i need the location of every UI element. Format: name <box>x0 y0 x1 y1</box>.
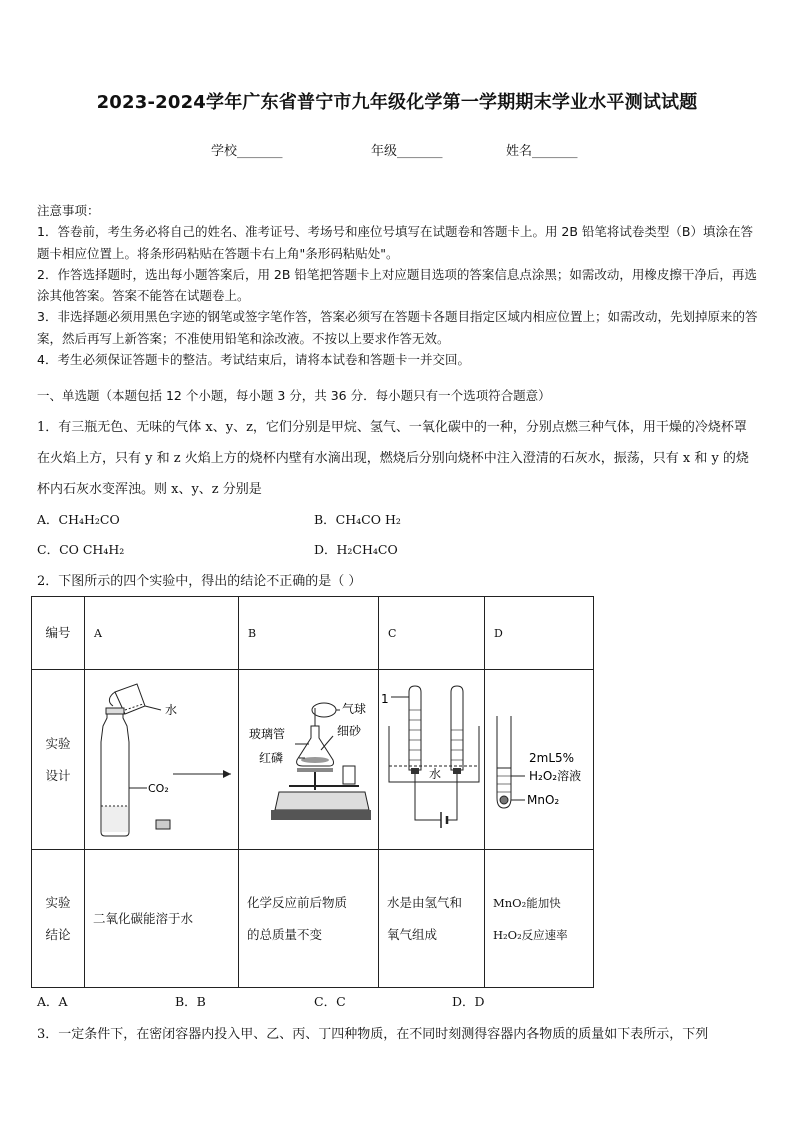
column-d-header: D <box>485 597 594 670</box>
notice-item: 4．考生必须保证答题卡的整洁。考试结束后，请将本试卷和答题卡一并交回。 <box>37 352 470 368</box>
conclusion-b <box>239 850 379 988</box>
row-label-id: 编号 <box>32 597 85 670</box>
column-a-header: A <box>85 597 239 670</box>
q1-option-c: C．CO CH₄H₂ <box>37 542 125 557</box>
label-mno2: MnO₂ <box>527 793 560 807</box>
figure-a-cell <box>85 670 239 850</box>
conclusion-b-line2: 的总质量不变 <box>247 926 323 942</box>
name-field: 姓名_______ <box>506 144 578 159</box>
conclusion-d-line1: MnO₂能加快 <box>493 895 561 910</box>
conclusion-c-line2: 氧气组成 <box>387 926 438 942</box>
label-red-phosphorus: 红磷 <box>259 751 284 765</box>
figure-b-balance-diagram <box>239 670 378 846</box>
notice-block <box>37 200 759 370</box>
conclusion-a: 二氧化碳能溶于水 <box>85 850 239 988</box>
figure-a-bottle-diagram <box>85 670 238 846</box>
question-1-stem: 1．有三瓶无色、无味的气体 x、y、z，它们分别是甲烷、氢气、一氧化碳中的一种，分别点燃三种气体，用干燥的冷烧杯罩在火焰上方，只有 y 和 z 火焰上方的烧杯内壁有水滴出现，燃烧后分别向烧杯中注入澄清的石灰水，振荡，只有 x 和 y 的烧杯内石灰水变浑浊。则 x、y、z 分别是 <box>37 420 749 497</box>
column-b-header: B <box>239 597 379 670</box>
conclusion-d <box>485 850 594 988</box>
question-3-stem: 3．一定条件下，在密闭容器内投入甲、乙、丙、丁四种物质，在不同时刻测得容器内各物质的质量如下表所示，下列 <box>37 1027 709 1042</box>
figure-c-electrolysis-diagram <box>379 670 484 846</box>
section-heading: 一、单选题（本题包括 12 个小题，每小题 3 分，共 36 分．每小题只有一个选项符合题意） <box>37 388 551 403</box>
q1-option-a: A．CH₄H₂CO <box>37 512 120 527</box>
figure-c-cell <box>379 670 485 850</box>
label-balloon: 气球 <box>342 702 367 716</box>
row-label-design: 实验设计 <box>32 670 85 850</box>
grade-field: 年级_______ <box>371 144 443 159</box>
school-field: 学校_______ <box>211 144 283 159</box>
notice-item: 2．作答选择题时，选出每小题答案后，用 2B 铅笔把答题卡上对应题目选项的答案信息点涂黑；如需改动，用橡皮擦干净后，再选涂其他答案。答案不能答在试题卷上。 <box>37 266 757 304</box>
q2-option-c: C．C <box>314 994 346 1009</box>
q1-option-b: B．CH₄CO H₂ <box>314 512 401 527</box>
figure-d-cell <box>485 670 594 850</box>
q2-option-b: B．B <box>175 994 206 1009</box>
conclusion-b-line1: 化学反应前后物质 <box>247 894 348 910</box>
row-label-conclusion: 实验结论 <box>32 850 85 988</box>
experiment-table <box>31 596 594 988</box>
label-h2o2-amount: 2mL5% <box>529 751 575 765</box>
page-title: 2023-2024学年广东省普宁市九年级化学第一学期期末学业水平测试试题 <box>96 92 698 113</box>
notice-item: 1．答卷前，考生务必将自己的姓名、准考证号、考场号和座位号填写在试题卷和答题卡上。用 2B 铅笔将试卷类型（B）填涂在答题卡相应位置上。将条形码粘贴在答题卡右上角"条形码粘贴处"。 <box>37 224 754 261</box>
q2-option-a: A．A <box>37 994 68 1009</box>
label-h2o2-solution: H₂O₂溶液 <box>529 769 582 783</box>
notice-item: 3．非选择题必须用黑色字迹的钢笔或签字笔作答，答案必须写在答题卡各题目指定区域内相应位置上；如需改动，先划掉原来的答案，然后再写上新答案；不准使用铅笔和涂改液。不按以上要求作答无效。 <box>37 309 758 346</box>
conclusion-c-line1: 水是由氢气和 <box>387 894 463 910</box>
q2-option-d: D．D <box>452 994 485 1009</box>
label-co2: CO₂ <box>148 782 169 795</box>
label-c-water: 水 <box>429 767 442 781</box>
column-c-header: C <box>379 597 485 670</box>
notice-heading: 注意事项： <box>37 203 100 218</box>
label-fine-sand: 细砂 <box>337 724 362 738</box>
conclusion-d-line2: H₂O₂反应速率 <box>493 927 568 942</box>
label-one: 1 <box>381 692 389 706</box>
question-2-stem: 2．下图所示的四个实验中，得出的结论不正确的是（ ） <box>37 574 362 589</box>
label-water: 水 <box>165 703 178 717</box>
figure-d-test-tube-diagram <box>485 670 593 846</box>
label-glass-tube: 玻璃管 <box>249 727 286 741</box>
figure-b-cell <box>239 670 379 850</box>
conclusion-c <box>379 850 485 988</box>
q1-option-d: D．H₂CH₄CO <box>314 542 398 557</box>
